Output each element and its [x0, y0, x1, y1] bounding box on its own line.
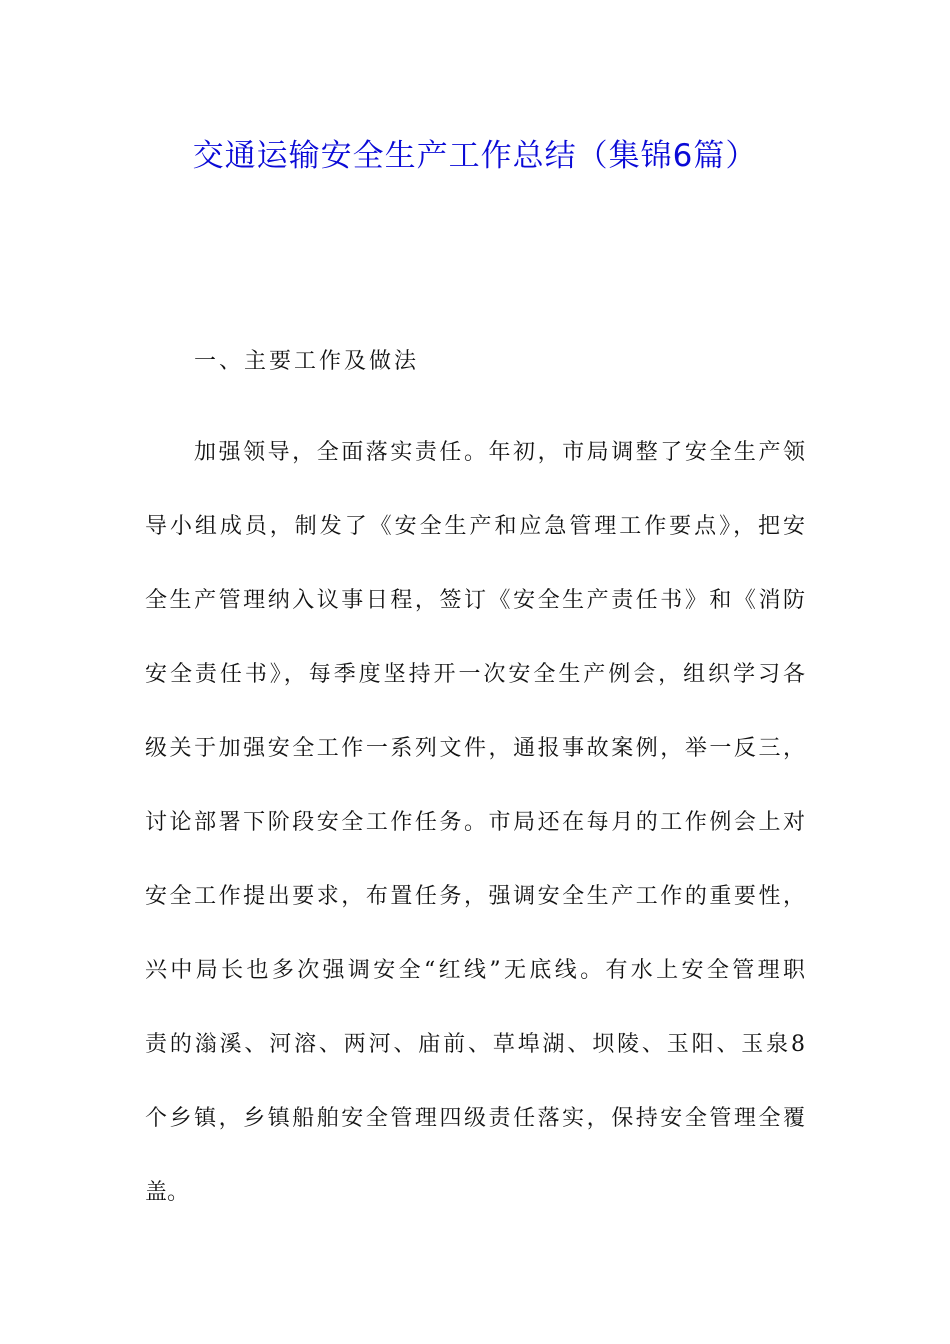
paragraph-line: 加强领导，全面落实责任。年初，市局调整了安全生产领	[194, 440, 805, 465]
document-title: 交通运输安全生产工作总结（集锦6篇）	[192, 138, 758, 174]
paragraph-line: 导小组成员，制发了《安全生产和应急管理工作要点》，把安	[145, 514, 805, 539]
body-paragraph	[145, 416, 805, 1230]
paragraph-line: 安全工作提出要求，布置任务，强调安全生产工作的重要性，	[145, 884, 805, 909]
paragraph-line: 安全责任书》，每季度坚持开一次安全生产例会，组织学习各	[145, 662, 805, 687]
paragraph-line: 盖。	[145, 1180, 190, 1205]
paragraph-line: 全生产管理纳入议事日程，签订《安全生产责任书》和《消防	[145, 588, 805, 613]
paragraph-line: 个乡镇，乡镇船舶安全管理四级责任落实，保持安全管理全覆	[145, 1106, 805, 1131]
section-heading: 一、主要工作及做法	[194, 349, 420, 374]
paragraph-line: 级关于加强安全工作一系列文件，通报事故案例，举一反三，	[145, 736, 805, 761]
paragraph-line: 责的滃溪、河溶、两河、庙前、草埠湖、坝陵、玉阳、玉泉8	[145, 1032, 805, 1057]
paragraph-line: 兴中局长也多次强调安全“红线”无底线。有水上安全管理职	[145, 958, 805, 983]
paragraph-line: 讨论部署下阶段安全工作任务。市局还在每月的工作例会上对	[145, 810, 805, 835]
